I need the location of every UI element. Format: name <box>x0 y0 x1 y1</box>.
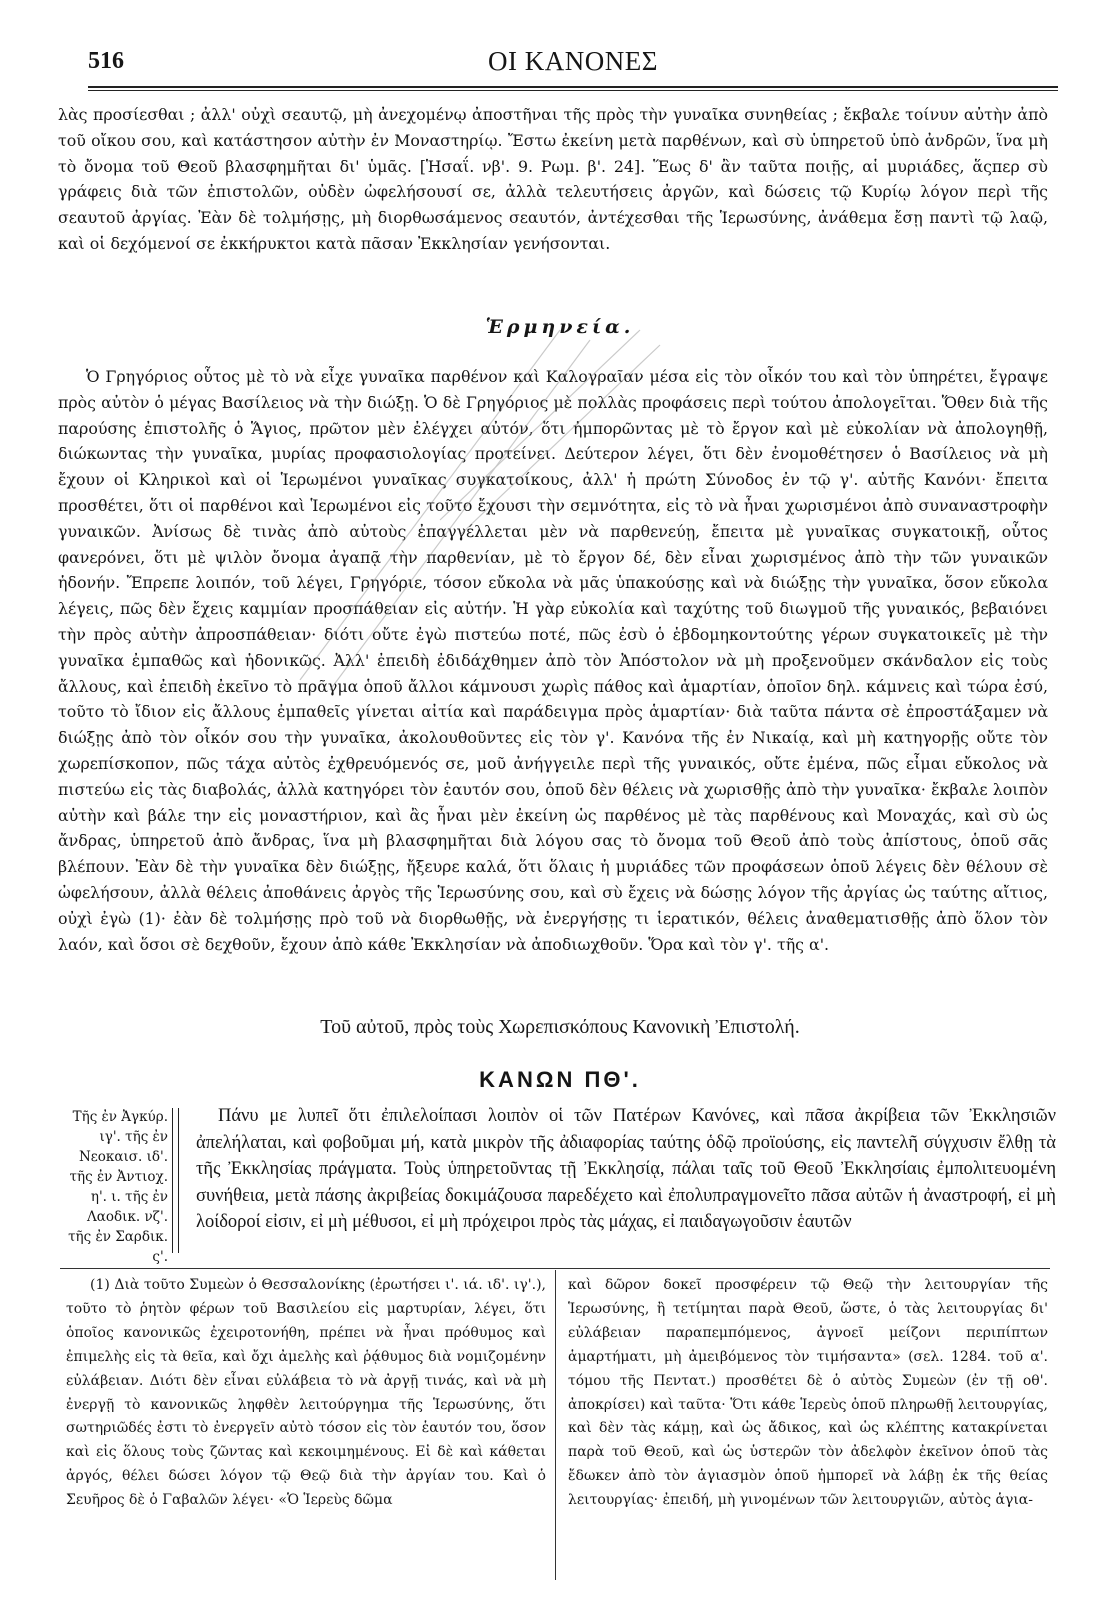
page-header <box>88 40 1058 92</box>
footnote-rule <box>60 1268 1050 1269</box>
running-title: ΟΙ ΚΑΝΟΝΕΣ <box>488 46 658 76</box>
opening-paragraph: λὰς προσίεσθαι ; ἀλλ' οὐχὶ σεαυτῷ, μὴ ἀνεχομένῳ ἀποστῆναι τῆς πρὸς τὴν γυναῖκα συνηθείας ; ἔκβαλε τοίνυν αὐτὴν ἀπὸ τοῦ οἴκου σου, καὶ κατάστησον αὐτὴν ἐν Μοναστηρίῳ. Ἔστω ἐκείνη μετὰ παρθένων, καὶ σὺ ὑπηρετοῦ ὑπὸ ἀνδρῶν, ἵνα μὴ τὸ ὄνομα τοῦ Θεοῦ βλασφημῆται δι' ὑμᾶς. [Ἡσαΐ. νβ'. 9. Ρωμ. β'. 24]. Ἕως δ' ἂν ταῦτα ποιῇς, αἱ μυριάδες, ἅςπερ σὺ γράφεις διὰ τῶν ἐπιστολῶν, οὐδὲν ὠφελήσουσί σε, ἀλλὰ τελευτήσεις ἀργῶν, καὶ δώσεις τῷ Κυρίῳ λόγον περὶ τῆς σεαυτοῦ ἀργίας. Ἐὰν δὲ τολμήσῃς, μὴ διορθωσάμενος σεαυτόν, ἀντέχεσθαι τῆς Ἱερωσύνης, ἀνάθεμα ἔσῃ παντὶ τῷ λαῷ, καὶ οἱ δεχόμενοί σε ἐκκήρυκτοι κατὰ πᾶσαν Ἐκκλησίαν γενήσονται. <box>58 105 1048 253</box>
margin-cross-references: Τῆς ἐν Ἀγκύρ. ιγ'. τῆς ἐν Νεοκαισ. ιδ'. τῆς ἐν Ἀντιοχ. η'. ι. τῆς ἐν Λαοδικ. νζ'. τῆς ἐν Σαρδικ. ς'. <box>68 1109 168 1265</box>
canon-text: Πάνυ με λυπεῖ ὅτι ἐπιλελοίπασι λοιπὸν οἱ τῶν Πατέρων Κανόνες, καὶ πᾶσα ἀκρίβεια τῶν Ἐκκλησιῶν ἀπελήλαται, καὶ φοβοῦμαι μή, κατὰ μικρὸν τῆς ἀδιαφορίας ταύτης ὁδῷ προϊούσης, εἰς παντελῆ σύγχυσιν ἔλθῃ τὰ τῆς Ἐκκλησίας πράγματα. Τοὺς ὑπηρετοῦντας τῇ Ἐκκλησίᾳ, πάλαι ταῖς τοῦ Θεοῦ Ἐκκλησίαις ἐμπολιτευομένη συνήθεια, μετὰ πάσης ἀκριβείας δοκιμάζουσα παρεδέχετο καὶ ἐπολυπραγμονεῖτο πᾶσα αὐτῶν ἡ ἀναστροφή, εἰ μὴ λοίδοροί εἰσιν, εἰ μὴ μέθυσοι, εἰ μὴ πρόχειροι πρὸς τὰς μάχας, εἰ παιδαγωγοῦσιν ἑαυτῶν <box>196 1106 1056 1233</box>
margin-double-rule <box>172 1108 179 1253</box>
footnote-left-column: (1) Διὰ τοῦτο Συμεὼν ὁ Θεσσαλονίκης (ἐρωτήσει ι'. ιά. ιδ'. ιγ'.), τοῦτο τὸ ῥητὸν φέρων τοῦ Βασιλείου εἰς μαρτυρίαν, λέγει, ὅτι ὁποῖος κανονικῶς ἐχειροτονήθη, πρέπει νὰ ἦναι πρόθυμος καὶ ἐπιμελὴς εἰς τὰ θεῖα, καὶ ὄχι ἀμελὴς καὶ ῥᾴθυμος διὰ νομιζομένην εὐλάβειαν. Διότι δὲν εἶναι εὐλάβεια τὸ νὰ ἀργῇ τινάς, καὶ νὰ μὴ ἐνεργῇ τὸ κανονικῶς ληφθὲν λειτούργημα τῆς Ἱερωσύνης, ὅτι σωτηριῶδές ἐστι τὸ ἐνεργεῖν αὐτὸ τόσον εἰς τὸν ἑαυτόν του, ὅσον καὶ εἰς ὅλους τοὺς ζῶντας καὶ κεκοιμημένους. Εἰ δὲ καὶ κάθεται ἀργός, θέλει δώσει λόγον τῷ Θεῷ διὰ τὴν ἀργίαν του. Καὶ ὁ Σευῆρος δὲ ὁ Γαβαλῶν λέγει· «Ὁ Ἱερεὺς δῶμα <box>66 1277 546 1509</box>
interpretation-paragraph: Ὁ Γρηγόριος οὗτος μὲ τὸ νὰ εἶχε γυναῖκα παρθένον καὶ Καλογραῖαν μέσα εἰς τὸν οἶκόν του καὶ τὸν ὑπηρέτει, ἔγραψε πρὸς αὐτὸν ὁ μέγας Βασίλειος νὰ τὴν διώξῃ. Ὁ δὲ Γρηγόριος μὲ πολλὰς προφάσεις περὶ τούτου ἀπολογεῖται. Ὅθεν διὰ τῆς παρούσης ἐπιστολῆς ὁ Ἅγιος, πρῶτον μὲν ἐλέγχει αὐτόν, ὅτι ἠμπορῶντας μὲ τὸ ἔργον καὶ μὲ εὐκολίαν νὰ ἀπολογηθῇ, διώκωντας τὴν γυναῖκα, μυρίας προφασιολογίας προτείνει. Δεύτερον λέγει, ὅτι δὲν ἐνομοθέτησεν ὁ Βασίλειος νὰ μὴ ἔχουν οἱ Κληρικοὶ καὶ οἱ Ἱερωμένοι γυναῖκας συγκατοίκους, ἀλλ' ἡ πρώτη Σύνοδος ἐν τῷ γ'. αὐτῆς Κανόνι· ἔπειτα προσθέτει, ὅτι οἱ παρθένοι καὶ Ἱερωμένοι εἰς τοῦτο ἔχουσι τὴν σεμνότητα, εἰς τὸ νὰ ἦναι χωρισμένοι ἀπὸ συναναστροφὴν γυναικῶν. Ἀνίσως δὲ τινὰς ἀπὸ αὐτοὺς ἐπαγγέλλεται μὲν νὰ παρθενεύῃ, ἔπειτα μὲ γυναῖκας συγκατοικῇ, οὗτος φανερόνει, ὅτι μὲ ψιλὸν ὄνομα ἀγαπᾷ τὴν παρθενίαν, μὲ τὸ ἔργον δέ, δὲν εἶναι χωρισμένος ἀπὸ τὴν τῶν γυναικῶν ἡδονήν. Ἔπρεπε λοιπόν, τοῦ λέγει, Γρηγόριε, τόσον εὔκολα νὰ μᾶς ὑπακούσῃς καὶ νὰ διώξῃς τὴν γυναῖκα, ὅσον εὔκολα λέγεις, πῶς δὲν ἔχεις καμμίαν προσπάθειαν εἰς αὐτήν. Ἡ γὰρ εὐκολία καὶ ταχύτης τοῦ διωγμοῦ τῆς γυναικός, βεβαιόνει τὴν πρὸς αὐτὴν ἀπροσπάθειαν· διότι οὔτε ἐγὼ πιστεύω ποτέ, πῶς ἐσὺ ὁ ἑβδομηκοντούτης γέρων συγκατοικεῖς μὲ τὴν γυναῖκα ἐμπαθῶς καὶ ἡδονικῶς. Ἀλλ' ἐπειδὴ ἐδιδάχθημεν ἀπὸ τὸν Ἀπόστολον νὰ μὴ προξενοῦμεν σκάνδαλον εἰς τοὺς ἄλλους, καὶ ἐπειδὴ ἐκεῖνο τὸ πρᾶγμα ὁποῦ ἄλλοι κάμνουσι χωρὶς πάθος καὶ ἁμαρτίαν, ὁποῖον δηλ. κάμνεις καὶ τώρα ἐσύ, τοῦτο τὸ ἴδιον εἰς ἄλλους ἐμπαθεῖς γίνεται αἰτία καὶ παράδειγμα πρὸς ἁμαρτίαν· διὰ ταῦτα πάντα σὲ ἐπροστάξαμεν νὰ διώξῃς ἀπὸ τὸν οἶκόν σου τὴν γυναῖκα, ἀκολουθοῦντες εἰς τὸν γ'. Κανόνα τῆς ἐν Νικαίᾳ, καὶ μὴ κατηγορῇς οὔτε τὸν χωρεπίσκοπον, πῶς τάχα αὐτὸς ἐχθρευόμενός σε, μοῦ ἀνήγγειλε περὶ τῆς γυναικός, οὔτε ἐμένα, πῶς εἶμαι εὔκολος νὰ πιστεύω εἰς τὰς διαβολάς, ἀλλὰ κατηγόρει τὸν ἑαυτόν σου, ὁποῦ δὲν θέλεις νὰ χωρισθῇς ἀπὸ τὴν γυναῖκα· ἔκβαλε λοιπὸν αὐτὴν καὶ βάλε την εἰς μοναστήριον, καὶ ἂς ἦναι μὲν ἐκείνη ὡς παρθένος μὲ τὰς παρθένους καὶ Μοναχάς, καὶ σὺ ὡς ἄνδρας, ὑπηρετοῦ ἀπὸ ἄνδρας, ἵνα μὴ βλασφημῆται διὰ λόγου σας τὸ ὄνομα τοῦ Θεοῦ ἀπὸ τοὺς ἀπίστους, ὁποῦ σᾶς βλέπουν. Ἐὰν δὲ τὴν γυναῖκα δὲν διώξῃς, ἤξευρε καλά, ὅτι ὅλαις ἡ μυριάδες τῶν προφάσεων ὁποῦ λέγεις δὲν θέλουν σὲ ὠφελήσουν, ἀλλὰ θέλεις ἀποθάνεις ἀργὸς τῆς Ἱερωσύνης σου, καὶ σὺ ἔχεις νὰ δώσῃς λόγον τῆς ἀργίας ὡς ταύτης αἴτιος, οὐχὶ ἐγὼ (1)· ἐὰν δὲ τολμήσῃς πρὸ τοῦ νὰ διορθωθῇς, νὰ ἐνεργήσῃς τι ἱερατικόν, θέλεις ἀναθεματισθῇς ἀπὸ ὅλον τὸν λαόν, καὶ ὅσοι σὲ δεχθοῦν, ἔχουν ἀπὸ κάθε Ἐκκλησίαν νὰ ἀποδιωχθοῦν. Ὅρα καὶ τὸν γ'. τῆς α'. <box>58 367 1048 954</box>
epistle-title: Τοῦ αὐτοῦ, πρὸς τοὺς Χωρεπισκόπους Κανονικὴ Ἐπιστολή. <box>320 1016 800 1038</box>
canon-heading: ΚΑΝΩΝ ΠΘ'. <box>479 1067 641 1092</box>
page-number: 516 <box>88 48 124 74</box>
header-rule <box>88 86 1058 91</box>
footnote-right-column: καὶ δῶρον δοκεῖ προσφέρειν τῷ Θεῷ τὴν λειτουργίαν τῆς Ἱερωσύνης, ἢ τετίμηται παρὰ Θεοῦ, ὥστε, ὁ τὰς λειτουργίας δι' εὐλάβειαν παραπεμπόμενος, ἀγνοεῖ μείζονι περιπίπτων ἁμαρτήματι, μὴ ἀμειβόμενος τὸν τιμήσαντα» (σελ. 1284. τοῦ α'. τόμου τῆς Πεντατ.) προσθέτει δὲ ὁ αὐτὸς Συμεὼν (ἐν τῇ οθ'. ἀποκρίσει) καὶ ταῦτα· Ὅτι κάθε Ἱερεὺς ὁποῦ πληρωθῇ λειτουργίας, καὶ δὲν τὰς κάμῃ, καὶ ὡς ἄδικος, καὶ ὡς κλέπτης κατακρίνεται παρὰ τοῦ Θεοῦ, καὶ ὡς ὑστερῶν τὸν ἀδελφὸν ἐκεῖνον ὁποῦ τὰς ἔδωκεν ἀπὸ τὸν ἁγιασμὸν ὁποῦ ἠμπορεῖ νὰ λάβῃ ἐκ τῆς θείας λειτουργίας· ἐπειδή, μὴ γινομένων τῶν λειτουργιῶν, αὐτὸς ἁγια- <box>568 1277 1048 1509</box>
interpretation-heading: Ἑρμηνεία. <box>485 316 635 338</box>
footnote-column-divider <box>555 1270 556 1580</box>
